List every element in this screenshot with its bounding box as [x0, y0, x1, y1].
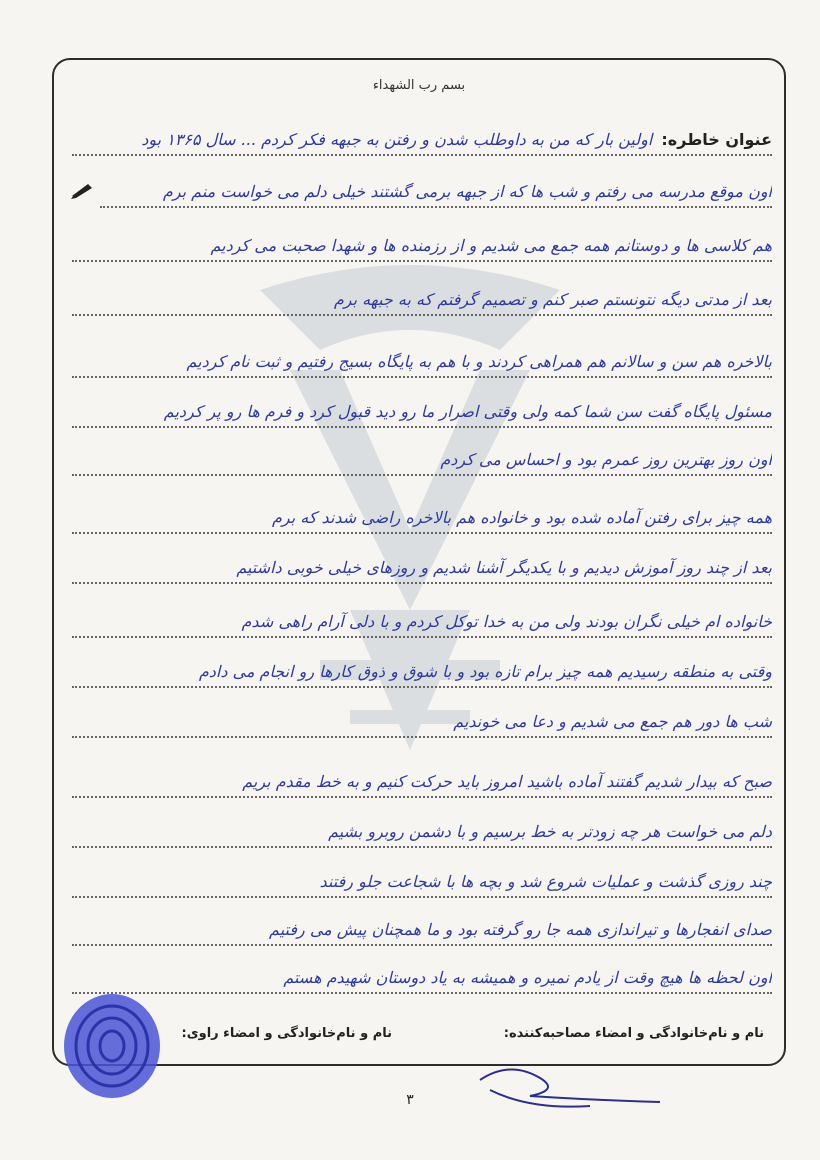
handwritten-line: چند روزی گذشت و عملیات شروع شد و بچه ها با شجاعت جلو رفتند — [72, 870, 772, 898]
handwritten-signature — [470, 1050, 670, 1120]
handwritten-line: مسئول پایگاه گفت سن شما کمه ولی وقتی اصرار ما رو دید قبول کرد و فرم ها رو پر کردیم — [72, 400, 772, 428]
handwritten-line: اون روز بهترین روز عمرم بود و احساس می کردم — [72, 448, 772, 476]
handwritten-line: خانواده ام خیلی نگران بودند ولی من به خدا توکل کردم و با دلی آرام راهی شدم — [72, 610, 772, 638]
handwritten-line: هم کلاسی ها و دوستانم همه جمع می شدیم و از رزمنده ها و شهدا صحبت می کردیم — [72, 234, 772, 262]
handwritten-line: دلم می خواست هر چه زودتر به خط برسیم و با دشمن روبرو بشیم — [72, 820, 772, 848]
handwritten-line: صبح که بیدار شدیم گفتند آماده باشید امروز باید حرکت کنیم و به خط مقدم بریم — [72, 770, 772, 798]
memory-title-line — [72, 128, 772, 156]
handwritten-line: اون موقع مدرسه می رفتم و شب ها که از جبهه برمی گشتند خیلی دلم می خواست منم برم — [100, 180, 772, 208]
handwritten-line: اون لحظه ها هیچ وقت از یادم نمیره و همیشه به یاد دوستان شهیدم هستم — [72, 966, 772, 994]
handwritten-line: اولین بار که من به داوطلب شدن و رفتن به جبهه فکر کردم ... سال ۱۳۶۵ بود — [141, 130, 653, 149]
pen-icon — [70, 180, 96, 200]
interviewer-signature-label: نام و نام‌خانوادگی و امضاء مصاحبه‌کننده: — [503, 1026, 764, 1041]
page-invocation: بسم رب الشهداء — [372, 78, 466, 93]
handwritten-line: همه چیز برای رفتن آماده شده بود و خانواده هم بالاخره راضی شدند که برم — [72, 506, 772, 534]
fingerprint-stamp — [58, 990, 166, 1102]
page-number: ۳ — [406, 1092, 414, 1108]
handwritten-line: بالاخره هم سن و سالانم هم همراهی کردند و با هم به پایگاه بسیج رفتیم و ثبت نام کردیم — [72, 350, 772, 378]
handwritten-line: صدای انفجارها و تیراندازی همه جا رو گرفته بود و ما همچنان پیش می رفتیم — [72, 918, 772, 946]
handwritten-line: بعد از چند روز آموزش دیدیم و با یکدیگر آشنا شدیم و روزهای خیلی خوبی داشتیم — [72, 556, 772, 584]
narrator-signature-label: نام و نام‌خانوادگی و امضاء راوی: — [181, 1026, 392, 1041]
handwritten-line: وقتی به منطقه رسیدیم همه چیز برام تازه بود و با شوق و ذوق کارها رو انجام می دادم — [72, 660, 772, 688]
handwritten-line: شب ها دور هم جمع می شدیم و دعا می خوندیم — [72, 710, 772, 738]
handwritten-line: بعد از مدتی دیگه نتونستم صبر کنم و تصمیم گرفتم که به جبهه برم — [72, 288, 772, 316]
memory-title-label: عنوان خاطره: — [661, 130, 772, 149]
